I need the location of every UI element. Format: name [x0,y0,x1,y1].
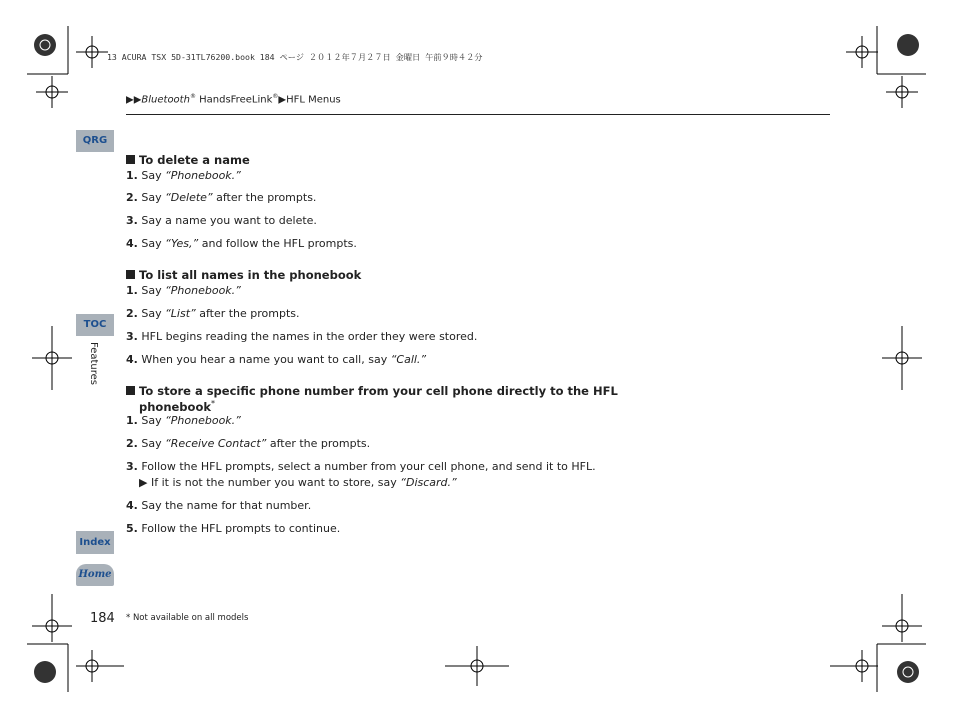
breadcrumb-hfl-menus[interactable]: HFL Menus [286,94,341,106]
breadcrumb-reg: ® [189,93,196,100]
step: 3. HFL begins reading the names in the order they were stored. [126,330,478,343]
section-heading-store-line2: phonebook* [139,399,215,414]
crosshair-icon [886,76,918,108]
crosshair-icons [32,36,922,686]
section-label-features: Features [88,342,99,385]
crosshair-icon [830,650,878,682]
section-heading-text: To list all names in the phonebook [139,268,362,282]
step: 1. Say “Phonebook.” [126,169,241,182]
index-tab[interactable]: Index [76,531,114,554]
crosshair-icon [36,76,68,108]
breadcrumb-arrow: ▶ [278,94,287,106]
footnote: * Not available on all models [126,613,249,623]
footnote-asterisk[interactable]: * [211,399,215,408]
note-arrow-icon: ▶ [139,476,148,489]
step: 3. Follow the HFL prompts, select a number from your cell phone, and send it to HFL. [126,460,596,473]
toc-tab[interactable]: TOC [76,314,114,336]
home-tab[interactable]: Home [76,564,114,586]
starburst-icon [897,661,919,683]
step: 2. Say “Delete” after the prompts. [126,191,317,204]
step: 2. Say “Receive Contact” after the prompts. [126,437,371,450]
breadcrumb-handsfreelink[interactable]: HandsFreeLink [195,94,273,106]
breadcrumb-reg-2: ® [272,93,279,100]
breadcrumb-arrows: ▶▶ [126,94,142,106]
section-heading-text: To delete a name [139,153,250,167]
step-note: ▶ If it is not the number you want to store, say “Discard.” [139,476,457,489]
starburst-icons [34,34,919,683]
crosshair-icon [445,646,509,686]
step: 3. Say a name you want to delete. [126,214,317,227]
crosshair-icon [882,326,922,390]
crosshair-icon [76,650,124,682]
step: 1. Say “Phonebook.” [126,414,241,427]
starburst-icon [34,34,56,56]
step: 2. Say “List” after the prompts. [126,307,300,320]
step: 4. Say “Yes,” and follow the HFL prompts. [126,237,357,250]
section-heading-text: To store a specific phone number from your cell phone directly to the HFL [139,384,618,398]
step: 1. Say “Phonebook.” [126,284,241,297]
print-info: 13 ACURA TSX 5D-31TL76200.book 184 ページ ２０１２年７月２７日 金曜日 午前９時４２分 [107,52,483,62]
crosshair-icon [32,594,72,642]
step: 4. When you hear a name you want to call, say “Call.” [126,353,427,366]
starburst-icon [897,34,919,56]
crosshair-icon [32,326,72,390]
page-number: 184 [90,611,115,626]
step: 5. Follow the HFL prompts to continue. [126,522,341,535]
crosshair-icon [76,36,108,68]
crosshair-icon [846,36,878,68]
crosshair-icon [882,594,922,642]
step: 4. Say the name for that number. [126,499,312,512]
starburst-icon [34,661,56,683]
breadcrumb-bluetooth[interactable]: Bluetooth [141,94,190,106]
qrg-tab[interactable]: QRG [76,130,114,152]
